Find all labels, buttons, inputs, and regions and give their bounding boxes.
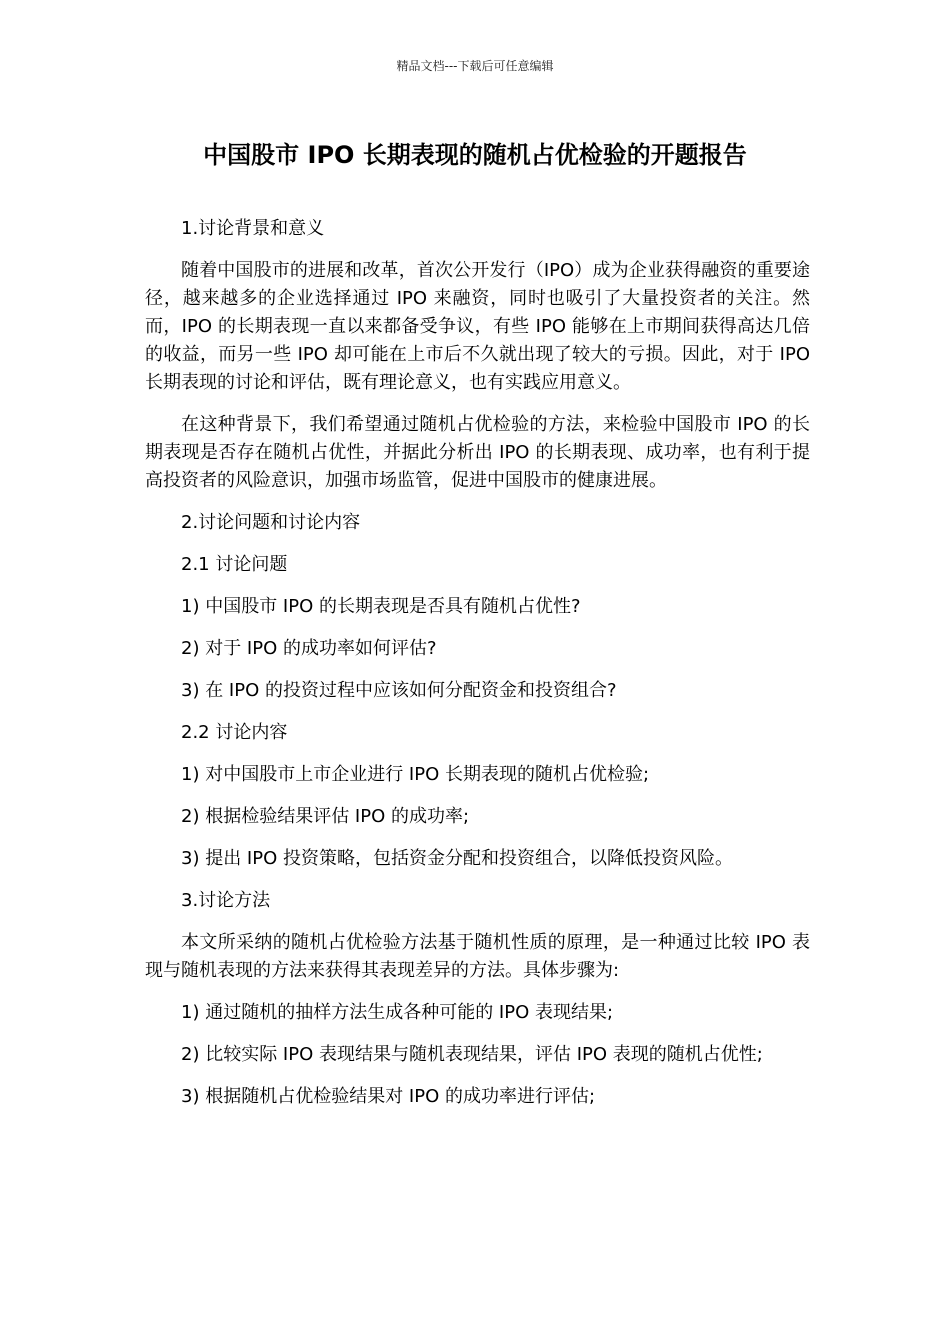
section-heading-3: 3.讨论方法	[181, 890, 271, 911]
section-heading-2: 2.讨论问题和讨论内容	[181, 512, 361, 533]
document-body	[145, 215, 810, 1125]
list-item: 3) 在 IPO 的投资过程中应该如何分配资金和投资组合?	[181, 680, 617, 701]
list-item: 3) 提出 IPO 投资策略，包括资金分配和投资组合，以降低投资风险。	[181, 848, 733, 869]
paragraph-background: 随着中国股市的进展和改革，首次公开发行（IPO）成为企业获得融资的重要途径，越来越多的企业选择通过 IPO 来融资，同时也吸引了大量投资者的关注。然而，IPO 的长期表现一直以来都备受争议，有些 IPO 能够在上市期间获得高达几倍的收益，而另一些 IPO 却可能在上市后不久就出现了较大的亏损。因此，对于 IPO 长期表现的讨论和评估，既有理论意义，也有实践应用意义。	[145, 260, 810, 393]
list-item: 1) 通过随机的抽样方法生成各种可能的 IPO 表现结果;	[181, 1002, 614, 1023]
list-item: 2) 比较实际 IPO 表现结果与随机表现结果，评估 IPO 表现的随机占优性;	[181, 1044, 763, 1065]
list-item: 2) 对于 IPO 的成功率如何评估?	[181, 638, 437, 659]
list-item: 1) 中国股市 IPO 的长期表现是否具有随机占优性?	[181, 596, 581, 617]
subsection-heading-2-2: 2.2 讨论内容	[181, 722, 288, 743]
paragraph-purpose: 在这种背景下，我们希望通过随机占优检验的方法，来检验中国股市 IPO 的长期表现是否存在随机占优性，并据此分析出 IPO 的长期表现、成功率，也有利于提高投资者的风险意识，加强市场监管，促进中国股市的健康进展。	[145, 414, 810, 491]
list-item: 2) 根据检验结果评估 IPO 的成功率;	[181, 806, 470, 827]
header-note: 精品文档---下载后可任意编辑	[396, 59, 554, 73]
subsection-heading-2-1: 2.1 讨论问题	[181, 554, 288, 575]
paragraph-method: 本文所采纳的随机占优检验方法基于随机性质的原理，是一种通过比较 IPO 表现与随机表现的方法来获得其表现差异的方法。具体步骤为:	[145, 932, 810, 981]
document-title: 中国股市 IPO 长期表现的随机占优检验的开题报告	[203, 141, 747, 169]
section-heading-1: 1.讨论背景和意义	[181, 218, 325, 239]
list-item: 3) 根据随机占优检验结果对 IPO 的成功率进行评估;	[181, 1086, 596, 1107]
list-item: 1) 对中国股市上市企业进行 IPO 长期表现的随机占优检验;	[181, 764, 650, 785]
